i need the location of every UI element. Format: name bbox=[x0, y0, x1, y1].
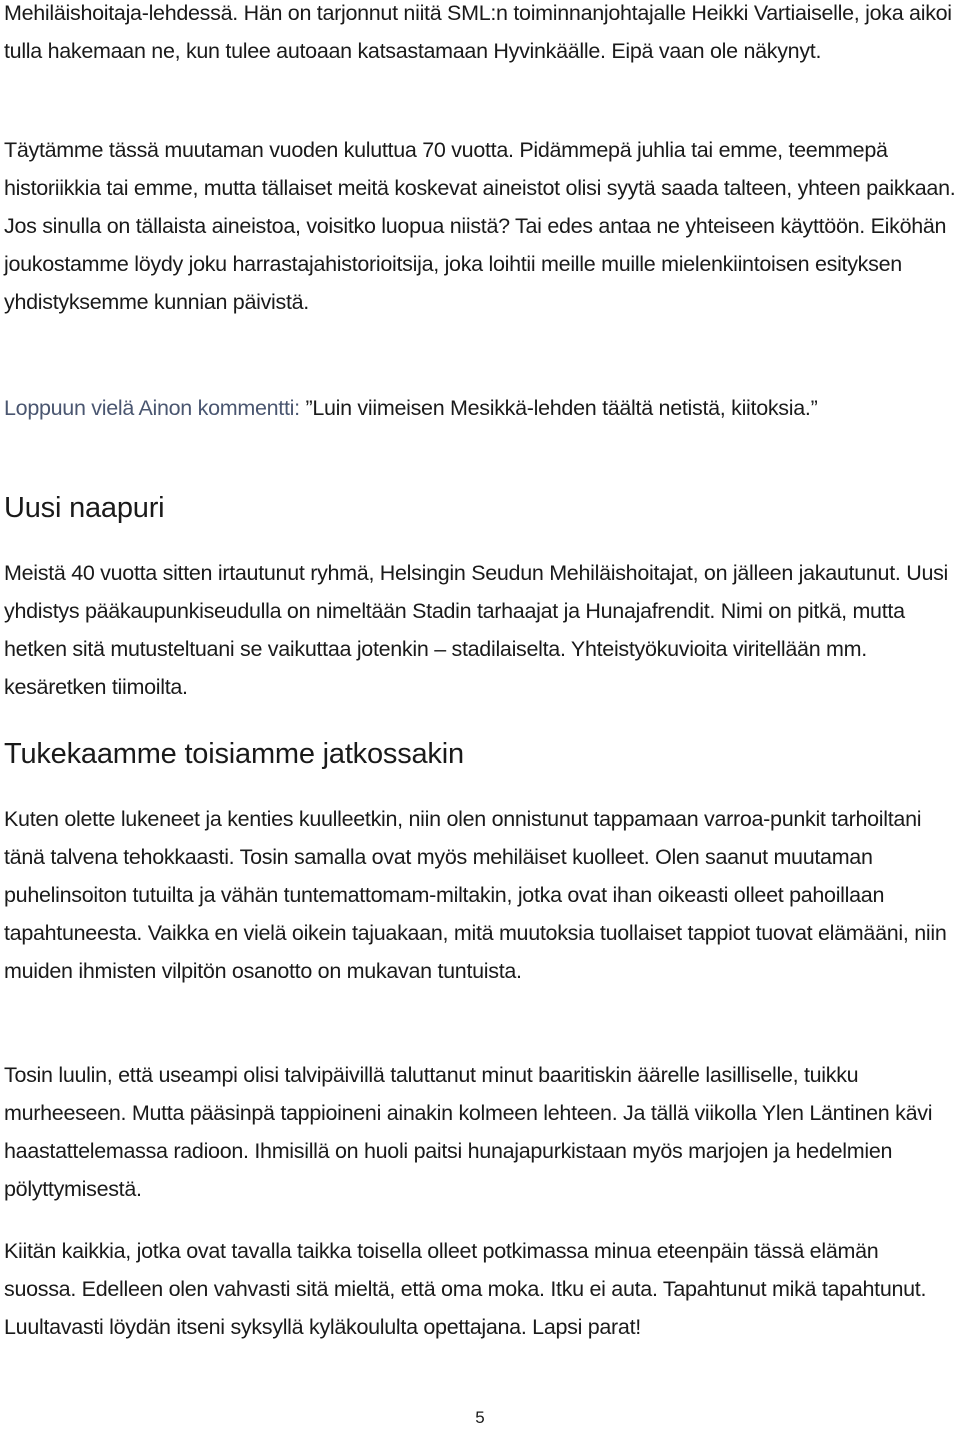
comment-quote: ”Luin viimeisen Mesikkä-lehden täältä netistä, kiitoksia.” bbox=[305, 396, 818, 420]
section-heading-uusi-naapuri: Uusi naapuri bbox=[4, 492, 165, 524]
section-heading-tukekaamme: Tukekaamme toisiamme jatkossakin bbox=[4, 738, 464, 770]
comment-lead: Loppuun vielä Ainon kommentti: bbox=[4, 396, 306, 420]
paragraph-kiitos: Kiitän kaikkia, jotka ovat tavalla taikka toisella olleet potkimassa minua eteenpäin tässä elämän suossa. Edelleen olen vahvasti sitä mieltä, että oma moka. Itku ei auta. Tapahtunut mikä tapahtunut. Luultavasti löydän itseni syksyllä kyläkoululta opettajana. Lapsi parat! bbox=[4, 1239, 927, 1339]
paragraph-uusi-naapuri: Meistä 40 vuotta sitten irtautunut ryhmä, Helsingin Seudun Mehiläishoitajat, on jälleen jakautunut. Uusi yhdistys pääkaupunkiseudulla on nimeltään Stadin tarhaajat ja Hunajafrendit. Nimi on pitkä, mutta hetken sitä mutusteltuani se vaikuttaa jotenkin – stadilaiselta. Yhteistyökuvioita viritellään mm. kesäretken tiimoilta. bbox=[4, 561, 949, 699]
paragraph-talvipaivat: Tosin luulin, että useampi olisi talvipäivillä taluttanut minut baaritiskin äärelle lasilliselle, tuikku murheeseen. Mutta pääsinpä tappioineni ainakin kolmeen lehteen. Ja tällä viikolla Ylen Läntinen kävi haastattelemassa radioon. Ihmisillä on huoli paitsi hunajapurkistaan myös marjojen ja hedelmien pölyttymisestä. bbox=[4, 1063, 933, 1201]
paragraph-intro-continuation: Mehiläishoitaja-lehdessä. Hän on tarjonnut niitä SML:n toiminnanjohtajalle Heikki Vartiaiselle, joka aikoi tulla hakemaan ne, kun tulee autoaan katsastamaan Hyvinkäälle. Eipä vaan ole näkynyt. bbox=[4, 1, 952, 63]
paragraph-varroa: Kuten olette lukeneet ja kenties kuulleetkin, niin olen onnistunut tappamaan varroa-punkit tarhoiltani tänä talvena tehokkaasti. Tosin samalla ovat myös mehiläiset kuolleet. Olen saanut muutaman puhelinsoiton tutuilta ja vähän tuntemattomam-miltakin, jotka ovat ihan oikeasti olleet pahoillaan tapahtuneesta. Vaikka en vielä oikein tajuakaan, mitä muutoksia tuollaiset tappiot tuovat elämääni, niin muiden ihmisten vilpitön osanotto on mukavan tuntuista. bbox=[4, 807, 947, 983]
page-number: 5 bbox=[475, 1408, 485, 1427]
paragraph-aino-comment bbox=[4, 389, 817, 427]
paragraph-anniversary: Täytämme tässä muutaman vuoden kuluttua 70 vuotta. Pidämmepä juhlia tai emme, teemmepä historiikkia tai emme, mutta tällaiset meitä koskevat aineistot olisi syytä saada talteen, yhteen paikkaan. Jos sinulla on tällaista aineistoa, voisitko luopua niistä? Tai edes antaa ne yhteiseen käyttöön. Eiköhän joukostamme löydy joku harrastajahistorioitsija, joka loihtii meille muille mielenkiintoisen esityksen yhdistyksemme kunnian päivistä. bbox=[4, 138, 956, 314]
